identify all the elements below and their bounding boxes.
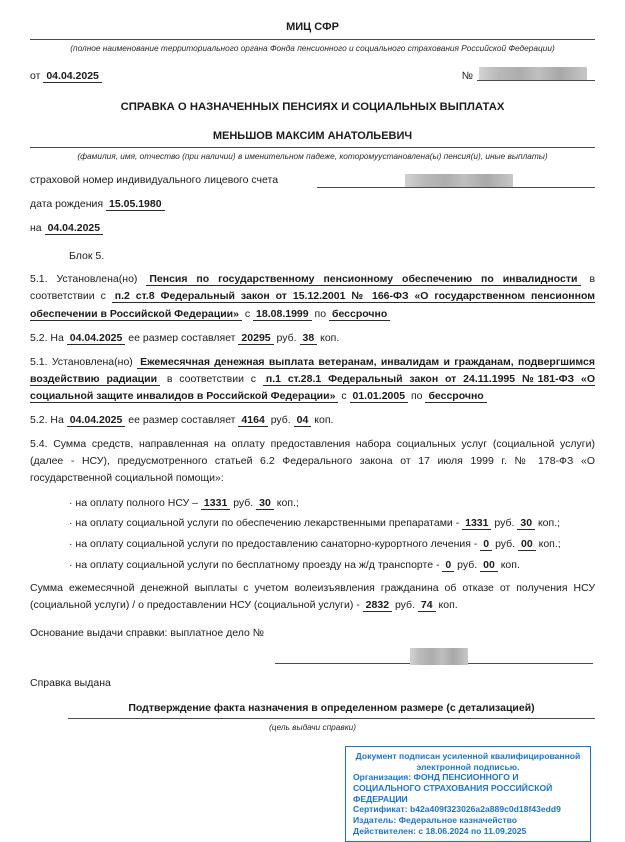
nsu-item-label: на оплату социальной услуги по предоставлению санаторно-курортного лечения - — [75, 538, 478, 551]
pension1-name: Пенсия по государственному пенсионному обеспечению по инвалидности — [146, 273, 580, 286]
number-redaction-block — [479, 67, 587, 80]
pension1-mid: в соответствии с — [30, 273, 596, 303]
pension2-amount-prefix: 5.2. На — [30, 414, 64, 427]
nsu-item-kop-label: коп.; — [276, 496, 299, 509]
nsu-item-sanatorium — [30, 536, 595, 552]
pension1-kopecks: 38 — [300, 332, 318, 345]
nsu-item-rub-label: руб. — [495, 538, 516, 551]
total-rubles: 2832 — [363, 599, 392, 612]
birth-date-row — [30, 197, 595, 212]
stamp-title: Документ подписан усиленной квалифицированной электронной подписью. — [355, 751, 581, 772]
snils-field — [317, 173, 595, 188]
nsu-item-label: на оплату социальной услуги по бесплатному проезду на ж/д транспорте - — [75, 558, 440, 571]
pension1-prefix: 5.1. Установлена(но) — [30, 273, 138, 286]
nsu-item-label: на оплату социальной услуги по обеспечению лекарственными препаратами - — [75, 517, 460, 530]
pension2-rubles: 4164 — [238, 414, 267, 427]
case-number-field — [275, 651, 593, 664]
document-title: СПРАВКА О НАЗНАЧЕННЫХ ПЕНСИЯХ И СОЦИАЛЬНЫХ ВЫПЛАТАХ — [120, 101, 505, 114]
number-label: № — [461, 69, 473, 82]
pension1-amount-paragraph — [30, 330, 595, 347]
nsu-item-kopecks: 00 — [518, 538, 536, 551]
snils-row — [30, 173, 595, 188]
nsu-item-full — [30, 495, 595, 511]
nsu-item-kop-label: коп.; — [538, 538, 561, 551]
pension1-law: п.2 ст.8 Федеральный закон от 15.12.2001 № 166-ФЗ «О государственном пенсионном обеспечении в Российской Федерации» — [30, 290, 595, 320]
pension1-kop-label: коп. — [320, 331, 340, 344]
pension2-amount-date: 04.04.2025 — [67, 414, 126, 427]
nsu-item-kopecks: 30 — [256, 497, 274, 510]
stamp-issuer: Издатель: Федеральное казначейство — [353, 814, 518, 825]
document-date — [30, 69, 102, 84]
pension2-name: Ежемесячная денежная выплата ветеранам, инвалидам и гражданам, подвергшимся воздействию радиации — [30, 355, 595, 385]
pension1-amount-prefix: 5.2. На — [30, 331, 64, 344]
pension2-from-label: с — [341, 390, 347, 403]
date-number-row — [30, 67, 595, 84]
snils-redaction-block — [405, 174, 513, 187]
pension1-from-label: с — [244, 307, 251, 320]
pension2-prefix: 5.1. Установлена(но) — [30, 355, 133, 368]
birth-date-value: 15.05.1980 — [106, 198, 165, 211]
nsu-item-kop-label: коп. — [500, 558, 520, 571]
block5-heading: Блок 5. — [69, 250, 105, 263]
nsu-item-rubles: 0 — [442, 559, 454, 572]
digital-signature-stamp — [345, 746, 591, 842]
stamp-certificate-id: Сертификат: b42a409f323026a2a889c0d18f43edd9 — [353, 804, 561, 815]
issued-label: Справка выдана — [30, 676, 111, 689]
nsu-item-kop-label: коп.; — [537, 517, 561, 530]
total-rub-label: руб. — [394, 599, 415, 612]
basis-label: Основание выдачи справки: выплатное дело № — [30, 627, 265, 640]
nsu-item-rubles: 1331 — [201, 497, 230, 510]
person-full-name: МЕНЬШОВ МАКСИМ АНАТОЛЬЕВИЧ — [30, 129, 595, 149]
pension2-amount-paragraph — [30, 412, 595, 429]
nsu-item-rubles: 0 — [480, 538, 492, 551]
stamp-organization: Организация: ФОНД ПЕНСИОННОГО И СОЦИАЛЬНОГО СТРАХОВАНИЯ РОССИЙСКОЙ ФЕДЕРАЦИИ — [353, 772, 553, 804]
monthly-payment-total-paragraph — [30, 580, 595, 614]
nsu-item-rub-label: руб. — [494, 517, 515, 530]
nsu-item-rail-transport — [30, 557, 595, 573]
issuing-org-name: МИЦ СФР — [30, 20, 595, 40]
issuing-org-caption: (полное наименование территориального органа Фонда пенсионного и социального страхования Российской Федерации) — [70, 42, 555, 53]
pension2-amount-mid: ее размер составляет — [128, 414, 236, 427]
pension2-kopecks: 04 — [294, 414, 312, 427]
pension1-until: бессрочно — [329, 308, 390, 321]
bullet-icon: · — [69, 558, 73, 571]
nsu-item-rub-label: руб. — [233, 496, 254, 509]
pension2-kop-label: коп. — [314, 414, 334, 427]
stamp-validity: Действителен: с 18.06.2024 по 11.09.2025 — [353, 825, 527, 836]
asof-date-value: 04.04.2025 — [45, 222, 104, 235]
purpose-caption: (цель выдачи справки) — [268, 722, 357, 733]
asof-label: на — [30, 221, 42, 234]
pension1-to-label: по — [314, 307, 327, 320]
bullet-icon: · — [69, 517, 73, 530]
pension2-from-date: 01.01.2005 — [350, 390, 409, 403]
total-kopecks: 74 — [418, 599, 436, 612]
asof-date-row — [30, 221, 595, 236]
nsu-item-rubles: 1331 — [462, 517, 491, 530]
nsu-item-label: на оплату полного НСУ – — [75, 496, 198, 509]
bullet-icon: · — [69, 538, 73, 551]
pension1-from-date: 18.08.1999 — [253, 308, 312, 321]
pension1-rub-label: руб. — [276, 331, 297, 344]
nsu-item-kopecks: 00 — [480, 559, 498, 572]
number-field — [477, 67, 595, 81]
pension2-mid: в соответствии с — [166, 372, 257, 385]
birth-date-label: дата рождения — [30, 197, 104, 210]
pension2-until: бессрочно — [425, 390, 486, 403]
total-text: Сумма ежемесячной денежной выплаты с учетом волеизъявления гражданина об отказе от получения НСУ (социальной услуги) / о предоставлении НСУ (социальной услуги) - — [30, 582, 595, 612]
person-name-caption: (фамилия, имя, отчество (при наличии) в именительном падеже, которомуустановлена(ы) пенсия(и), иные выплаты) — [77, 151, 548, 162]
pension2-law: п.1 ст.28.1 Федеральный закон от 24.11.1995 №181-ФЗ «О социальной защите инвалидов в Российской Федерации» — [30, 372, 595, 403]
bullet-icon: · — [69, 496, 73, 509]
pension1-amount-date: 04.04.2025 — [67, 332, 126, 345]
certificate-purpose: Подтверждение факта назначения в определенном размере (с детализацией) — [68, 701, 595, 719]
pension2-to-label: по — [410, 390, 423, 403]
pension2-rub-label: руб. — [270, 414, 291, 427]
certificate-number — [462, 67, 595, 84]
snils-label: страховой номер индивидуального лицевого счета — [30, 173, 279, 186]
case-number-redaction-block — [410, 648, 468, 665]
total-kop-label: коп. — [438, 599, 458, 612]
pension1-rubles: 20295 — [238, 332, 273, 345]
nsu-intro-paragraph: 5.4. Сумма средств, направленная на оплату предоставления набора социальных услуг (социальной услуги) (далее - НСУ), предусмотренного статьей 6.2 Федерального закона от 17 июля 1999 г. № 178-ФЗ «О государственной социальной помощи»: — [30, 438, 595, 485]
pension2-assignment-paragraph — [30, 354, 595, 405]
date-value: 04.04.2025 — [43, 70, 102, 83]
nsu-item-medicines — [30, 515, 595, 531]
pension1-assignment-paragraph — [30, 271, 595, 322]
nsu-item-rub-label: руб. — [457, 558, 478, 571]
nsu-item-kopecks: 30 — [517, 517, 535, 530]
pension1-amount-mid: ее размер составляет — [128, 331, 236, 344]
date-from-label: от — [30, 69, 41, 82]
